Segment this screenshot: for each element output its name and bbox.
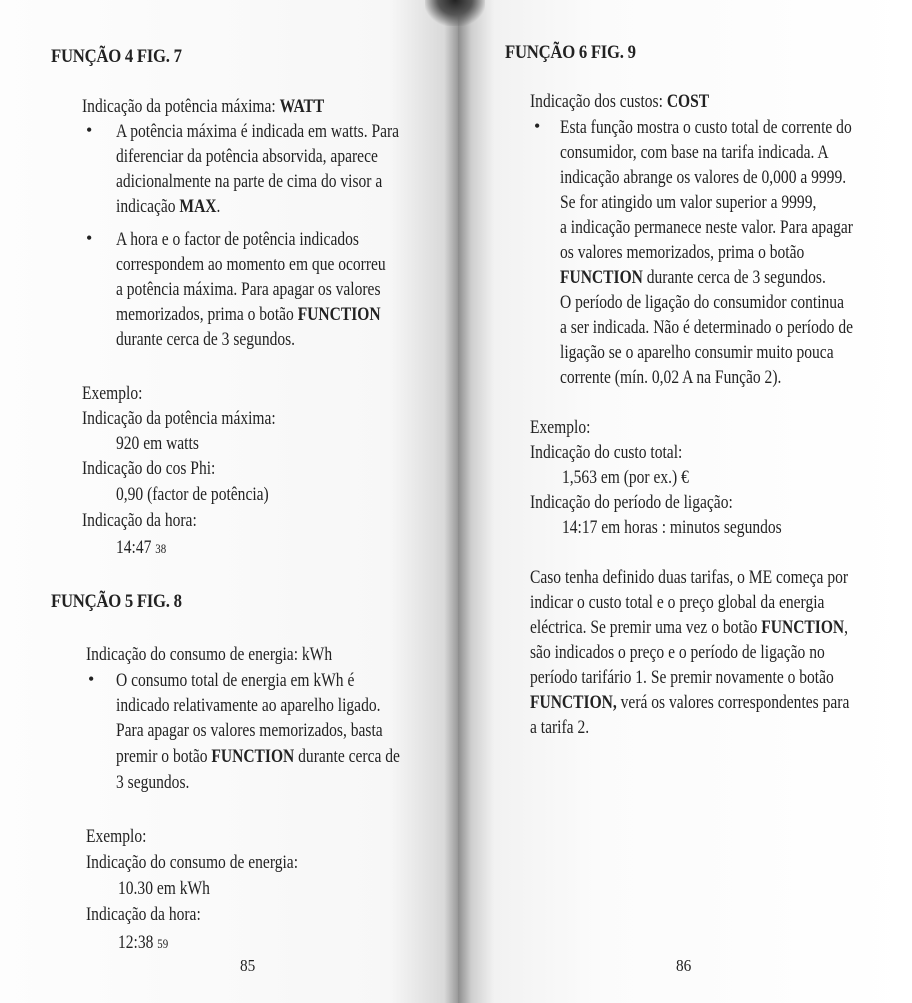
bullet-icon: •: [86, 120, 93, 140]
tariff-paragraph-line-1: Caso tenha definido duas tarifas, o ME começa por: [530, 568, 849, 588]
function-6-example-2: Indicação do período de ligação:: [530, 493, 733, 513]
function-6-heading: FUNÇÃO 6 FIG. 9: [505, 42, 636, 63]
bullet-icon: •: [88, 669, 95, 689]
function-5-heading: FUNÇÃO 5 FIG. 8: [51, 591, 182, 612]
bullet-icon: •: [86, 228, 93, 248]
function-6-bullet-line-11: corrente (mín. 0,02 A na Função 2).: [560, 368, 782, 388]
function-5-example-1-value: 10.30 em kWh: [118, 879, 210, 899]
function-4-bullet-1-line-4: indicação MAX.: [116, 197, 221, 217]
function-4-heading: FUNÇÃO 4 FIG. 7: [51, 46, 182, 67]
page-number: 86: [676, 956, 692, 975]
function-6-bullet-line-9: a ser indicada. Não é determinado o período de: [560, 318, 853, 338]
function-4-bullet-1-line-2: diferenciar da potência absorvida, aparece: [116, 147, 378, 167]
function-5-example-2: Indicação da hora:: [86, 905, 201, 925]
function-6-bullet-line-4: Se for atingido um valor superior a 9999,: [560, 193, 817, 213]
tariff-paragraph-line-7: a tarifa 2.: [530, 718, 590, 738]
function-4-bullet-2-line-1: A hora e o factor de potência indicados: [116, 230, 359, 250]
function-4-bullet-1-line-3: adicionalmente na parte de cima do visor a: [116, 172, 383, 192]
function-4-example-1-value: 920 em watts: [116, 434, 199, 454]
function-5-example-label: Exemplo:: [86, 827, 147, 847]
tariff-paragraph-line-5: período tarifário 1. Se premir novamente o botão: [530, 668, 834, 688]
function-4-example-2: Indicação do cos Phi:: [82, 459, 216, 479]
function-5-example-2-value: 12:38 59: [118, 933, 169, 953]
right-page: [458, 0, 912, 1003]
function-6-bullet-line-7: FUNCTION durante cerca de 3 segundos.: [560, 268, 826, 288]
function-5-bullet-1-line-5: 3 segundos.: [116, 773, 190, 793]
function-4-bullet-1-line-1: A potência máxima é indicada em watts. Para: [116, 122, 400, 142]
function-6-example-2-value: 14:17 em horas : minutos segundos: [562, 518, 782, 538]
bullet-icon: •: [534, 116, 541, 136]
function-6-example-1: Indicação do custo total:: [530, 443, 683, 463]
function-5-intro: Indicação do consumo de energia: kWh: [86, 645, 333, 665]
function-6-bullet-line-8: O período de ligação do consumidor continua: [560, 293, 844, 313]
function-6-bullet-line-3: indicação abrange os valores de 0,000 a 9999.: [560, 168, 847, 188]
function-6-intro: Indicação dos custos: COST: [530, 92, 710, 112]
tariff-paragraph-line-6: FUNCTION, verá os valores correspondentes para: [530, 693, 850, 713]
function-6-bullet-line-2: consumidor, com base na tarifa indicada. A: [560, 143, 829, 163]
function-5-bullet-1-line-3: Para apagar os valores memorizados, basta: [116, 721, 383, 741]
function-6-bullet-line-5: a indicação permanece neste valor. Para apagar: [560, 218, 853, 238]
function-6-example-label: Exemplo:: [530, 418, 591, 438]
page-number: 85: [240, 956, 256, 975]
function-5-example-1: Indicação do consumo de energia:: [86, 853, 299, 873]
function-6-example-1-value: 1,563 em (por ex.) €: [562, 468, 689, 488]
tariff-paragraph-line-3: eléctrica. Se premir uma vez o botão FUNCTION,: [530, 618, 849, 638]
function-6-bullet-line-10: ligação se o aparelho consumir muito pouca: [560, 343, 834, 363]
function-4-bullet-2-line-4: memorizados, prima o botão FUNCTION: [116, 305, 381, 325]
function-4-bullet-2-line-2: correspondem ao momento em que ocorreu: [116, 255, 386, 275]
function-4-intro: Indicação da potência máxima: WATT: [82, 97, 325, 117]
function-6-bullet-line-6: os valores memorizados, prima o botão: [560, 243, 805, 263]
function-4-example-1: Indicação da potência máxima:: [82, 409, 276, 429]
function-4-example-label: Exemplo:: [82, 384, 143, 404]
tariff-paragraph-line-4: são indicados o preço e o período de ligação no: [530, 643, 825, 663]
book-spine-shadow: [425, 0, 485, 26]
function-4-bullet-2-line-3: a potência máxima. Para apagar os valores: [116, 280, 381, 300]
function-6-bullet-line-1: Esta função mostra o custo total de corrente do: [560, 118, 852, 138]
function-5-bullet-1-line-1: O consumo total de energia em kWh é: [116, 671, 355, 691]
tariff-paragraph-line-2: indicar o custo total e o preço global da energia: [530, 593, 825, 613]
function-5-bullet-1-line-4: premir o botão FUNCTION durante cerca de: [116, 747, 400, 767]
function-4-example-3: Indicação da hora:: [82, 511, 197, 531]
function-5-bullet-1-line-2: indicado relativamente ao aparelho ligado.: [116, 696, 381, 716]
function-4-bullet-2-line-5: durante cerca de 3 segundos.: [116, 330, 296, 350]
function-4-example-2-value: 0,90 (factor de potência): [116, 485, 269, 505]
function-4-example-3-value: 14:47 38: [116, 538, 167, 558]
